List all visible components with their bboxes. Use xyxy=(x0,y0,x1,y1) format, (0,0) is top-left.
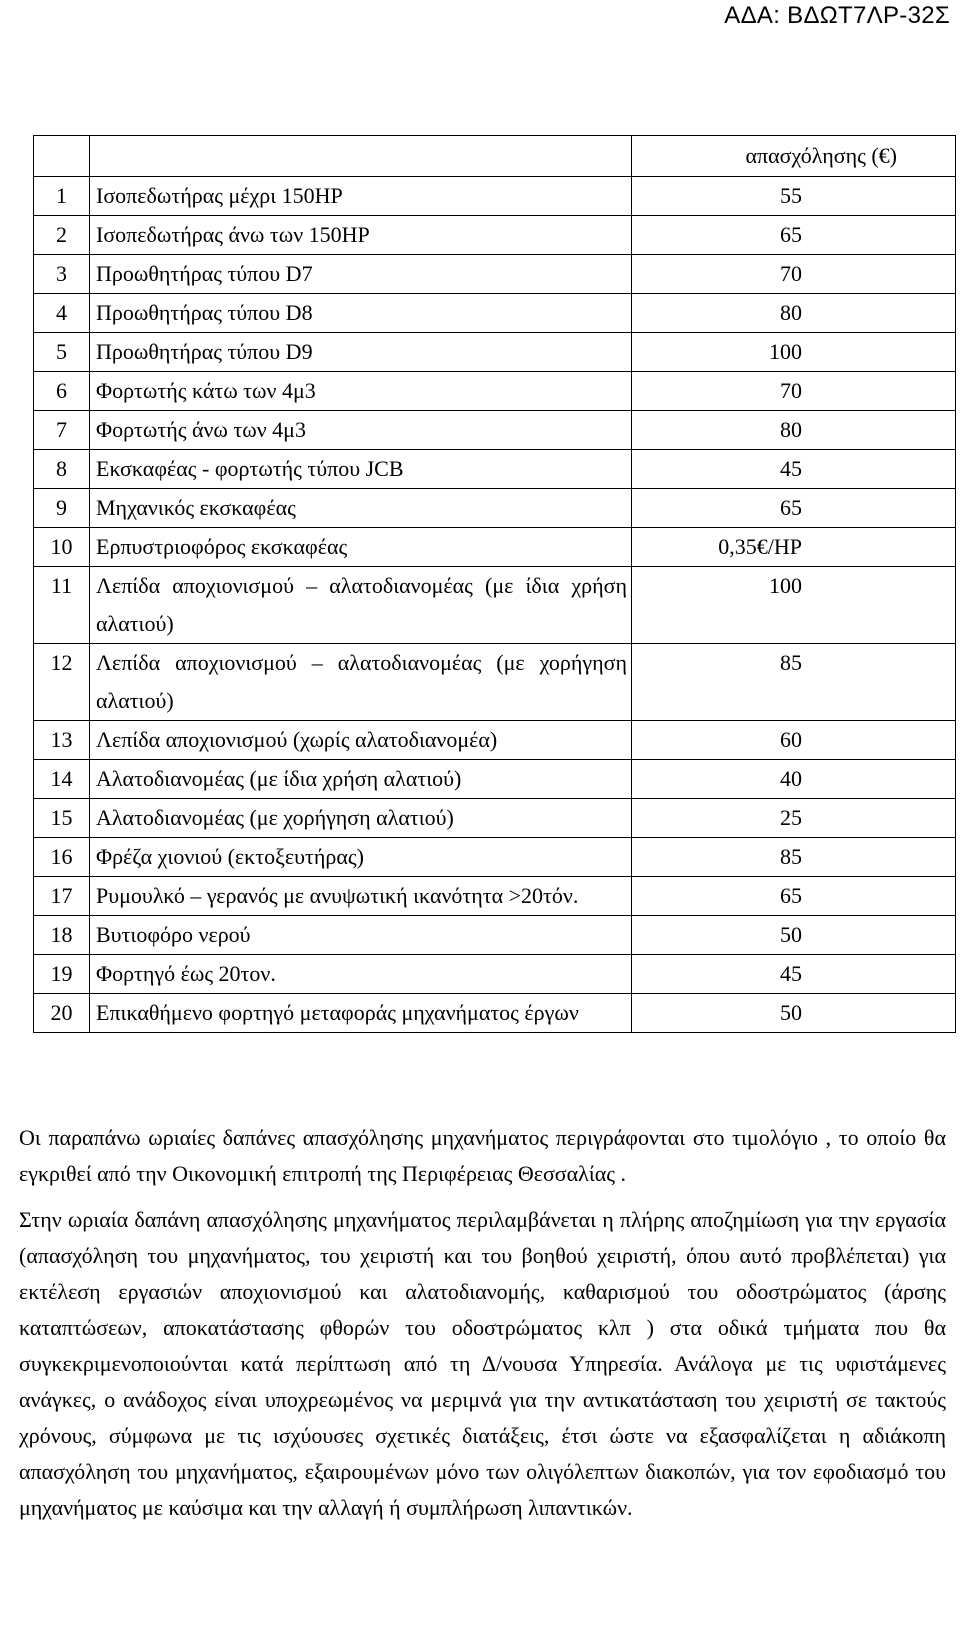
row-number: 4 xyxy=(34,294,90,333)
row-hourly-cost: 25 xyxy=(780,805,802,830)
row-number: 11 xyxy=(34,567,90,644)
table-row xyxy=(34,216,956,255)
row-description: Λεπίδα αποχιονισμού (χωρίς αλατοδιανομέα) xyxy=(90,721,632,760)
row-description: Ρυμουλκό – γερανός με ανυψωτική ικανότητα >20τόν. xyxy=(90,877,632,916)
document-code: ΑΔΑ: ΒΔΩΤ7ΛΡ-32Σ xyxy=(724,2,950,29)
row-description: Φορτωτής κάτω των 4μ3 xyxy=(90,372,632,411)
table-header-row xyxy=(34,136,956,177)
row-number: 15 xyxy=(34,799,90,838)
row-number: 7 xyxy=(34,411,90,450)
row-number: 18 xyxy=(34,916,90,955)
row-hourly-cost: 45 xyxy=(780,961,802,986)
row-hourly-cost: 70 xyxy=(780,378,802,403)
row-hourly-cost: 65 xyxy=(780,495,802,520)
table-row xyxy=(34,450,956,489)
row-cost-cell xyxy=(632,644,956,721)
row-cost-cell xyxy=(632,255,956,294)
row-cost-cell xyxy=(632,450,956,489)
table-row xyxy=(34,760,956,799)
row-description: Φορτωτής άνω των 4μ3 xyxy=(90,411,632,450)
row-description: Επικαθήμενο φορτηγό μεταφοράς μηχανήματος έργων xyxy=(90,994,632,1033)
table-row xyxy=(34,372,956,411)
row-hourly-cost: 55 xyxy=(780,183,802,208)
machine-rates-table xyxy=(33,135,956,1033)
row-description: Μηχανικός εκσκαφέας xyxy=(90,489,632,528)
row-description: Αλατοδιανομέας (με ίδια χρήση αλατιού) xyxy=(90,760,632,799)
row-description: Προωθητήρας τύπου D7 xyxy=(90,255,632,294)
row-number: 14 xyxy=(34,760,90,799)
row-hourly-cost: 65 xyxy=(780,883,802,908)
row-number: 2 xyxy=(34,216,90,255)
paragraph-1: Οι παραπάνω ωριαίες δαπάνες απασχόλησης μηχανήματος περιγράφονται στο τιμολόγιο , το οποίο θα εγκριθεί από την Οικονομική επιτροπή της Περιφέρειας Θεσσαλίας . xyxy=(19,1125,946,1186)
row-hourly-cost: 85 xyxy=(780,650,802,675)
table-row xyxy=(34,489,956,528)
row-number: 17 xyxy=(34,877,90,916)
row-cost-cell xyxy=(632,955,956,994)
row-cost-cell xyxy=(632,916,956,955)
row-number: 6 xyxy=(34,372,90,411)
table-row xyxy=(34,721,956,760)
table-row xyxy=(34,877,956,916)
row-number: 1 xyxy=(34,177,90,216)
row-cost-cell xyxy=(632,838,956,877)
row-cost-cell xyxy=(632,567,956,644)
table-row xyxy=(34,994,956,1033)
table-row xyxy=(34,799,956,838)
row-description: Φορτηγό έως 20τον. xyxy=(90,955,632,994)
row-hourly-cost: 70 xyxy=(780,261,802,286)
table-row xyxy=(34,333,956,372)
row-description: Προωθητήρας τύπου D8 xyxy=(90,294,632,333)
row-description: Ισοπεδωτήρας άνω των 150HP xyxy=(90,216,632,255)
row-cost-cell xyxy=(632,489,956,528)
row-hourly-cost: 80 xyxy=(780,417,802,442)
row-number: 8 xyxy=(34,450,90,489)
row-hourly-cost: 60 xyxy=(780,727,802,752)
table-row xyxy=(34,955,956,994)
table-row xyxy=(34,838,956,877)
row-description: Αλατοδιανομέας (με χορήγηση αλατιού) xyxy=(90,799,632,838)
row-hourly-cost: 50 xyxy=(780,922,802,947)
paragraph-2: Στην ωριαία δαπάνη απασχόλησης μηχανήματος περιλαμβάνεται η πλήρης αποζημίωση για την εργασία (απασχόληση του μηχανήματος, του χειριστή και του βοηθού χειριστή, όπου αυτό προβλέπεται) για εκτέλεση εργασιών αποχιονισμού και αλατοδιανομής, καθαρισμού του οδοστρώματος (άρσης καταπτώσεων, αποκατάστασης φθορών του οδοστρώματος κλπ ) στα οδικά τμήματα που θα συγκεκριμενοποιούνται κατά περίπτωση από τη Δ/νουσα Υπηρεσία. Ανάλογα με τις υφιστάμενες ανάγκες, ο ανάδοχος είναι υποχρεωμένος να μεριμνά για την αντικατάσταση του χειριστή σε τακτούς χρόνους, σύμφωνα με τις ισχύουσες σχετικές διατάξεις, έτσι ώστε να εξασφαλίζεται η αδιάκοπη απασχόληση του μηχανήματος, εξαιρουμένων μόνο των ολιγόλεπτων διακοπών, για τον εφοδιασμό του μηχανήματος με καύσιμα και την αλλαγή ή συμπλήρωση λιπαντικών. xyxy=(19,1207,946,1520)
row-cost-cell xyxy=(632,994,956,1033)
row-number: 16 xyxy=(34,838,90,877)
row-cost-cell xyxy=(632,216,956,255)
row-hourly-cost: 85 xyxy=(780,844,802,869)
row-cost-cell xyxy=(632,411,956,450)
row-description: Βυτιοφόρο νερού xyxy=(90,916,632,955)
header-cell-cost: απασχόλησης (€) xyxy=(632,136,956,177)
row-hourly-cost: 100 xyxy=(769,339,802,364)
row-number: 19 xyxy=(34,955,90,994)
row-number: 3 xyxy=(34,255,90,294)
row-number: 20 xyxy=(34,994,90,1033)
row-cost-cell xyxy=(632,877,956,916)
header-cell-description xyxy=(90,136,632,177)
row-cost-cell xyxy=(632,177,956,216)
row-description: Ερπυστριοφόρος εκσκαφέας xyxy=(90,528,632,567)
row-hourly-cost: 65 xyxy=(780,222,802,247)
table-row xyxy=(34,916,956,955)
row-cost-cell xyxy=(632,721,956,760)
row-cost-cell xyxy=(632,528,956,567)
row-hourly-cost: 80 xyxy=(780,300,802,325)
row-description: Ισοπεδωτήρας μέχρι 150HP xyxy=(90,177,632,216)
row-number: 10 xyxy=(34,528,90,567)
row-cost-cell xyxy=(632,372,956,411)
body-text xyxy=(19,1120,946,1526)
row-number: 13 xyxy=(34,721,90,760)
table-row xyxy=(34,567,956,644)
table-row xyxy=(34,255,956,294)
row-hourly-cost: 50 xyxy=(780,1000,802,1025)
row-number: 9 xyxy=(34,489,90,528)
header-cell-number xyxy=(34,136,90,177)
row-description: Λεπίδα αποχιονισμού – αλατοδιανομέας (με ίδια χρήση αλατιού) xyxy=(90,567,632,644)
table-row xyxy=(34,644,956,721)
row-cost-cell xyxy=(632,333,956,372)
row-hourly-cost: 0,35€/HP xyxy=(718,534,802,559)
row-number: 5 xyxy=(34,333,90,372)
table-row xyxy=(34,177,956,216)
row-description: Προωθητήρας τύπου D9 xyxy=(90,333,632,372)
row-hourly-cost: 100 xyxy=(769,573,802,598)
table-row xyxy=(34,411,956,450)
row-hourly-cost: 45 xyxy=(780,456,802,481)
table-row xyxy=(34,294,956,333)
row-cost-cell xyxy=(632,760,956,799)
row-cost-cell xyxy=(632,294,956,333)
row-description: Εκσκαφέας - φορτωτής τύπου JCB xyxy=(90,450,632,489)
table-row xyxy=(34,528,956,567)
row-hourly-cost: 40 xyxy=(780,766,802,791)
row-description: Λεπίδα αποχιονισμού – αλατοδιανομέας (με χορήγηση αλατιού) xyxy=(90,644,632,721)
row-number: 12 xyxy=(34,644,90,721)
row-cost-cell xyxy=(632,799,956,838)
row-description: Φρέζα χιονιού (εκτοξευτήρας) xyxy=(90,838,632,877)
